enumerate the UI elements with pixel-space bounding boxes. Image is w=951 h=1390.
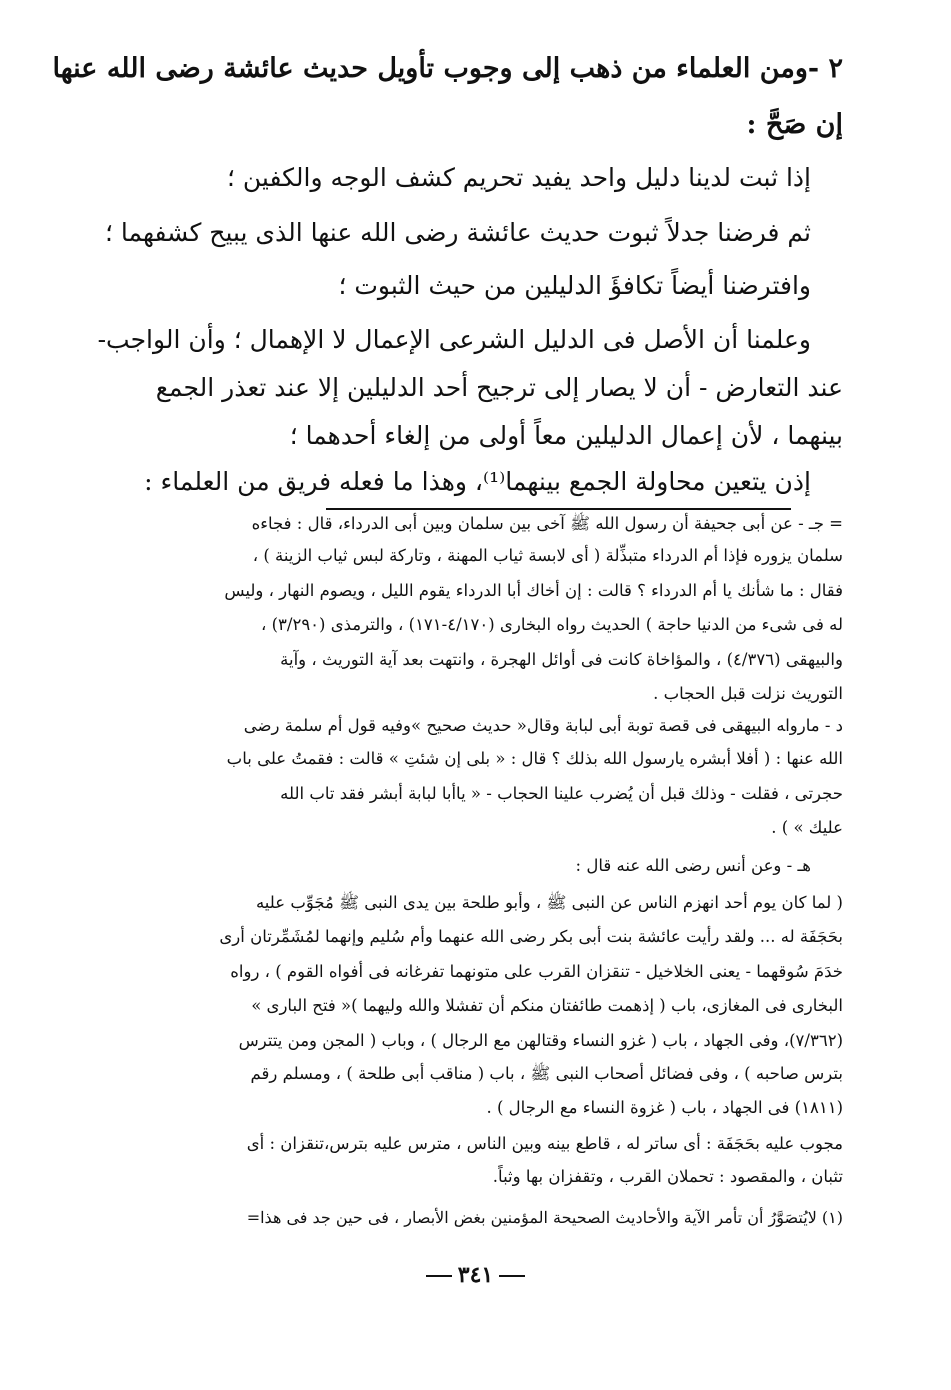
body-line: إذا ثبت لدينا دليل واحد يفيد تحريم كشف الوجه والكفين ؛ [226,163,811,192]
body-line: إذن يتعين محاولة الجمع بينهما⁽¹⁾، وهذا ما فعله فريق من العلماء : [144,467,811,496]
page-number [0,1262,951,1288]
body-line: وافترضنا أيضاً تكافؤَ الدليلين من حيث الثبوت ؛ [338,271,811,300]
note-line: سلمان يزوره فإذا أم الدرداء متبذِّلة ( أى لابسة ثياب المهنة ، وتاركة لبس ثياب الزينة ) ، [252,546,843,565]
body-line: ثم فرضنا جدلاً ثبوت حديث عائشة رضى الله عنها الذى يبيح كشفهما ؛ [105,218,811,247]
footnote-1: (١) لايُتصَوَّرُ أن تأمر الآية والأحاديث الصحيحة المؤمنين بغض الأبصار ، فى حين جد فى هذا= [246,1208,843,1227]
note-line: (١٨١١) فى الجهاد ، باب ( غزوة النساء مع الرجال ) . [486,1098,843,1117]
section-heading-line-1: ٢ -ومن العلماء من ذهب إلى وجوب تأويل حديث عائشة رضى الله عنها [52,53,843,84]
note-line: ( لما كان يوم أحد انهزم الناس عن النبى ﷺ ، وأبو طلحة بين يدى النبى ﷺ مُجَوِّب عليه [255,893,843,912]
note-line: بترس صاحبه ) ، وفى فضائل أصحاب النبى ﷺ ، باب ( مناقب أبى طلحة ) ، ومسلم رقم [250,1064,843,1083]
note-line: فقال : ما شأنك يا أم الدرداء ؟ قالت : إن أخاك أبا الدرداء يقوم الليل ، ويصوم النهار ، وليس [224,581,843,600]
body-line: وعلمنا أن الأصل فى الدليل الشرعى الإعمال لا الإهمال ؛ وأن الواجب- [97,325,811,354]
body-line: عند التعارض - أن لا يصار إلى ترجيح أحد الدليلين إلا عند تعذر الجمع [155,373,843,402]
note-line: مجوب عليه بحَجَفَة : أى ساتر له ، قاطع بينه وبين الناس ، مترس عليه بترس،تنقزان : أى [246,1134,843,1153]
body-line: بينهما ، لأن إعمال الدليلين معاً أولى من إلغاء أحدهما ؛ [289,421,843,450]
page-number-right-dash [426,1275,452,1277]
note-line: (٧/٣٦٢)، وفى الجهاد ، باب ( غزو النساء وقتالهن مع الرجال ) ، وباب ( المجن ومن يتترس [238,1031,843,1050]
note-line: هـ - وعن أنس رضى الله عنه قال : [575,856,811,875]
note-line: بحَجَفَة له ... ولقد رأيت عائشة بنت أبى بكر رضى الله عنهما وأم سُليم وإنهما لمُشَمِّرتان أرى [219,927,843,946]
note-line: والبيهقى (٤/٣٧٦) ، والمؤاخاة كانت فى أوائل الهجرة ، وانتهت بعد آية التوريث ، وآية [280,650,843,669]
note-line: له فى شىء من الدنيا حاجة ) الحديث رواه البخارى (٤/١٧٠-١٧١) ، والترمذى (٣/٢٩٠) ، [261,615,843,634]
note-line: البخارى فى المغازى، باب ( إذهمت طائفتان منكم أن تفشلا والله وليهما )« فتح البارى » [251,996,843,1015]
note-line: حجرتى ، فقلت - وذلك قبل أن يُضرب علينا الحجاب - « ياأبا لبابة أبشر فقد تاب الله [280,784,843,803]
note-line: خدَمَ سُوقهما - يعنى الخلاخيل - تنقزان القرب على متونهما تفرغانه فى أفواه القوم ) ، رواه [230,962,843,981]
note-line: عليك » ) . [771,818,843,837]
note-line: التوريث نزلت قبل الحجاب . [653,684,843,703]
footnote-separator [326,508,791,510]
note-line: = جـ - عن أبى جحيفة أن رسول الله ﷺ آخى بين سلمان وبين أبى الدرداء، قال : فجاءه [251,514,843,533]
note-line: الله عنها : ( أفلا أبشره يارسول الله بذلك ؟ قال : « بلى إن شئتِ » قالت : فقمتُ على باب [226,749,843,768]
page-number-left-dash [499,1275,525,1277]
note-line: تثبان ، والمقصود : تحملان القرب ، وتقفزان بها وثباً. [492,1167,843,1186]
section-heading-line-2: إن صَحَّ : [746,109,843,140]
page-number-value: ٣٤١ [457,1262,494,1288]
note-line: د - ماروا‍ه البيهقى فى قصة توبة أبى لبابة وقال« حديث صحيح »وفيه قول أم سلمة رضى [243,716,843,735]
